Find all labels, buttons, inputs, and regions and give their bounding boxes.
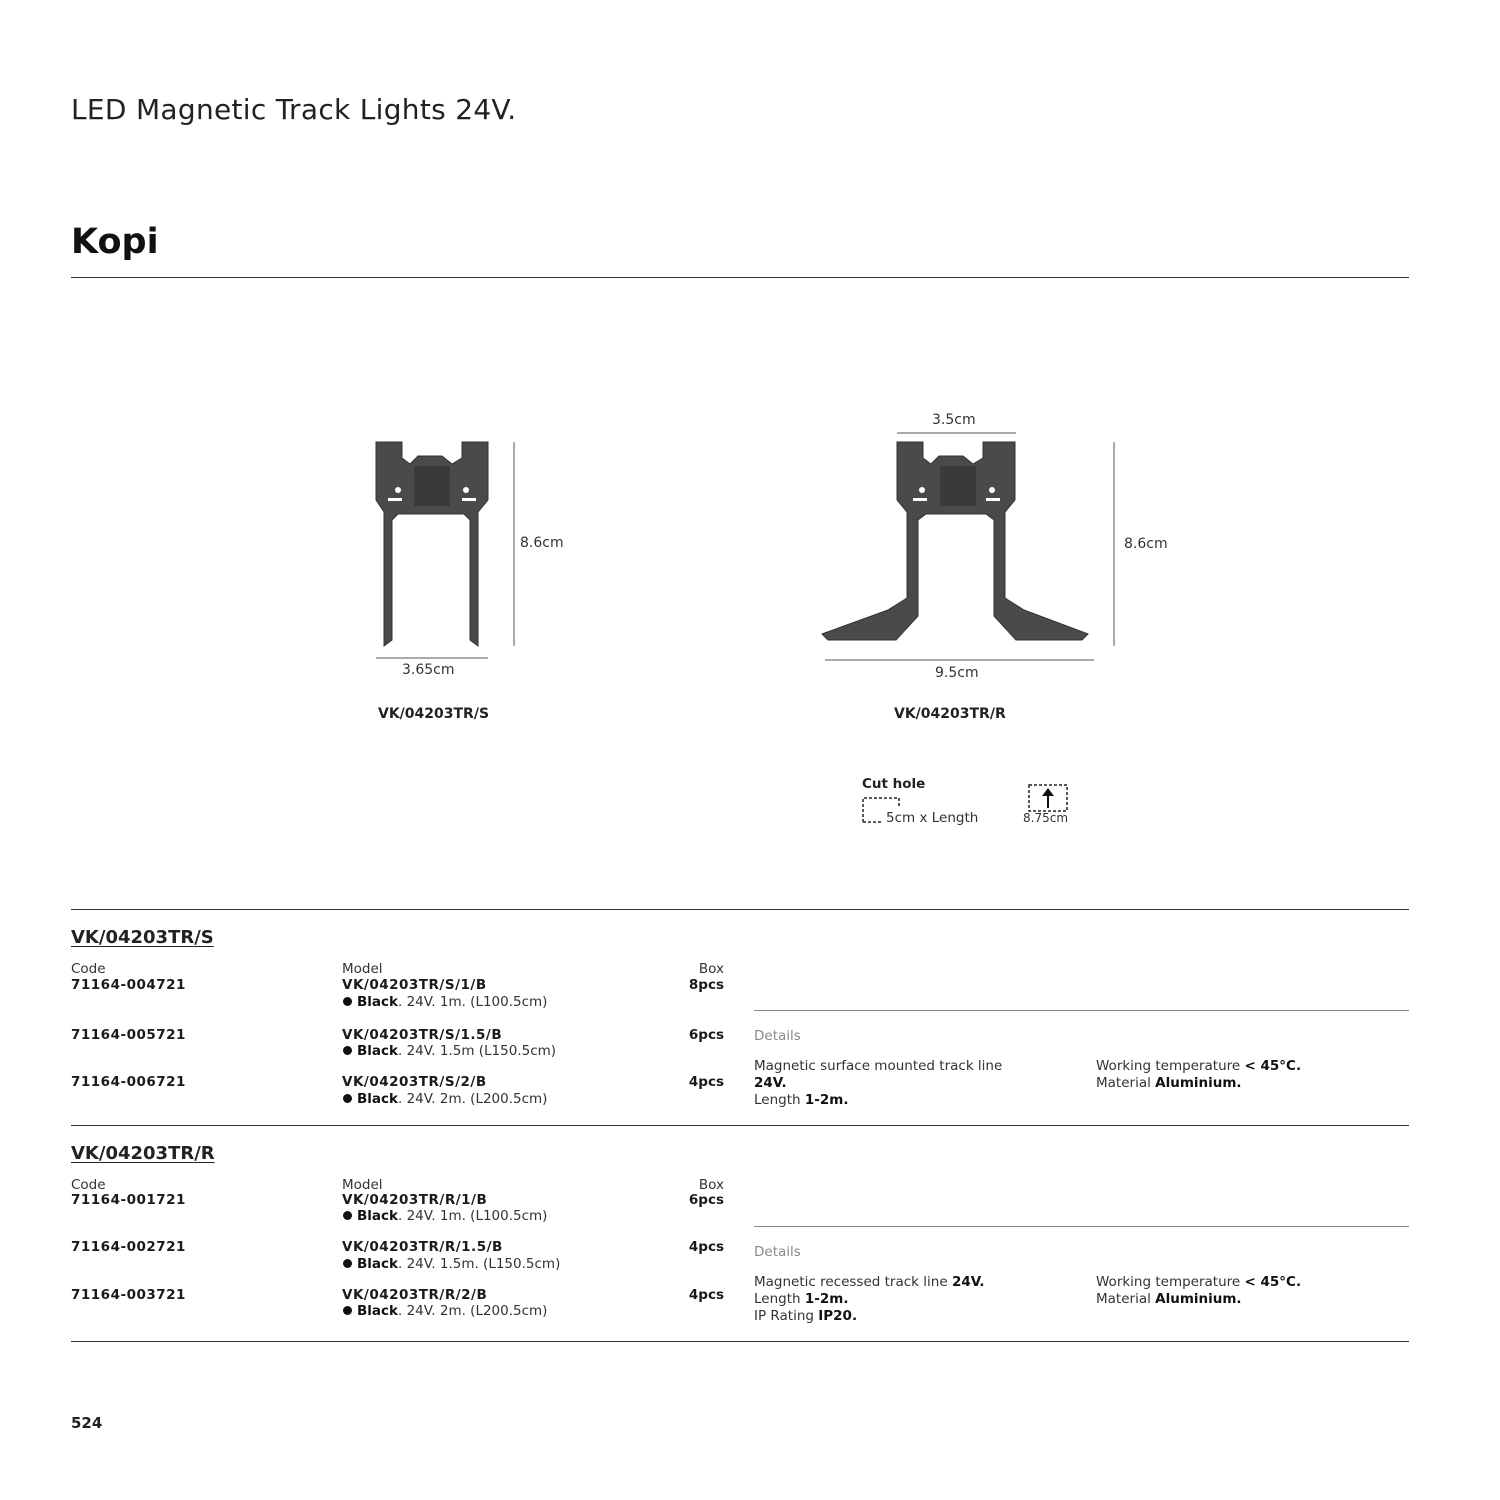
details-specs-right: Working temperature < 45°C. Material Aluminium. [1096,1274,1302,1307]
section-divider [71,1125,1409,1126]
model-column-label: Model [342,961,383,977]
product-code: 71164-003721 [71,1287,186,1303]
product-model: VK/04203TR/R/2/B [342,1287,488,1303]
details-specs-left: Magnetic surface mounted track line 24V. Length 1-2m. [754,1058,1003,1108]
cut-hole-depth-icon [1028,784,1068,812]
product-description: Black. 24V. 1.5m (L150.5cm) [343,1043,556,1059]
product-code: 71164-002721 [71,1239,186,1255]
recessed-caption: VK/04203TR/R [894,706,1006,722]
product-code: 71164-001721 [71,1192,186,1208]
product-code: 71164-005721 [71,1027,186,1043]
product-model: VK/04203TR/S/1/B [342,977,487,993]
page-header-title: LED Magnetic Track Lights 24V. [71,93,517,126]
product-code: 71164-004721 [71,977,186,993]
product-model: VK/04203TR/S/2/B [342,1074,487,1090]
product-model: VK/04203TR/R/1/B [342,1192,488,1208]
surface-caption: VK/04203TR/S [378,706,490,722]
color-swatch-icon [343,1259,352,1268]
color-swatch-icon [343,1306,352,1315]
product-model: VK/04203TR/R/1.5/B [342,1239,503,1255]
product-description: Black. 24V. 2m. (L200.5cm) [343,1303,547,1319]
surface-height-dimension: 8.6cm [520,535,564,551]
table-bottom-divider [71,1341,1409,1342]
details-label: Details [754,1244,801,1260]
details-specs-right: Working temperature < 45°C. Material Aluminium. [1096,1058,1302,1091]
product-description: Black. 24V. 1.5m. (L150.5cm) [343,1256,560,1272]
box-quantity: 4pcs [688,1074,724,1090]
product-model: VK/04203TR/S/1.5/B [342,1027,503,1043]
section-title-recessed: VK/04203TR/R [71,1143,215,1164]
color-swatch-icon [343,1046,352,1055]
box-quantity: 4pcs [688,1239,724,1255]
surface-width-dimension: 3.65cm [402,662,455,678]
product-code: 71164-006721 [71,1074,186,1090]
details-divider [754,1010,1409,1011]
code-column-label: Code [71,1177,106,1193]
color-swatch-icon [343,1211,352,1220]
product-title: Kopi [71,222,159,262]
recessed-top-dimension: 3.5cm [932,412,976,428]
box-quantity: 6pcs [688,1027,724,1043]
box-quantity: 6pcs [688,1192,724,1208]
title-divider [71,277,1409,278]
cut-hole-size: 5cm x Length [886,810,979,826]
box-column-label: Box [698,1177,724,1193]
color-swatch-icon [343,997,352,1006]
cut-hole-depth: 8.75cm [1023,811,1069,825]
code-column-label: Code [71,961,106,977]
box-quantity: 8pcs [688,977,724,993]
product-description: Black. 24V. 2m. (L200.5cm) [343,1091,547,1107]
surface-profile-drawing [370,436,530,666]
details-specs-left: Magnetic recessed track line 24V. Length 1-2m. IP Rating IP20. [754,1274,985,1324]
model-column-label: Model [342,1177,383,1193]
box-quantity: 4pcs [688,1287,724,1303]
details-label: Details [754,1028,801,1044]
recessed-height-dimension: 8.6cm [1124,536,1168,552]
recessed-profile-drawing [820,430,1120,670]
product-description: Black. 24V. 1m. (L100.5cm) [343,1208,547,1224]
box-column-label: Box [698,961,724,977]
product-description: Black. 24V. 1m. (L100.5cm) [343,994,547,1010]
recessed-width-dimension: 9.5cm [935,665,979,681]
color-swatch-icon [343,1094,352,1103]
section-title-surface: VK/04203TR/S [71,927,214,948]
details-divider [754,1226,1409,1227]
page-number: 524 [71,1414,103,1432]
cut-hole-title: Cut hole [862,776,926,792]
table-top-divider [71,909,1409,910]
